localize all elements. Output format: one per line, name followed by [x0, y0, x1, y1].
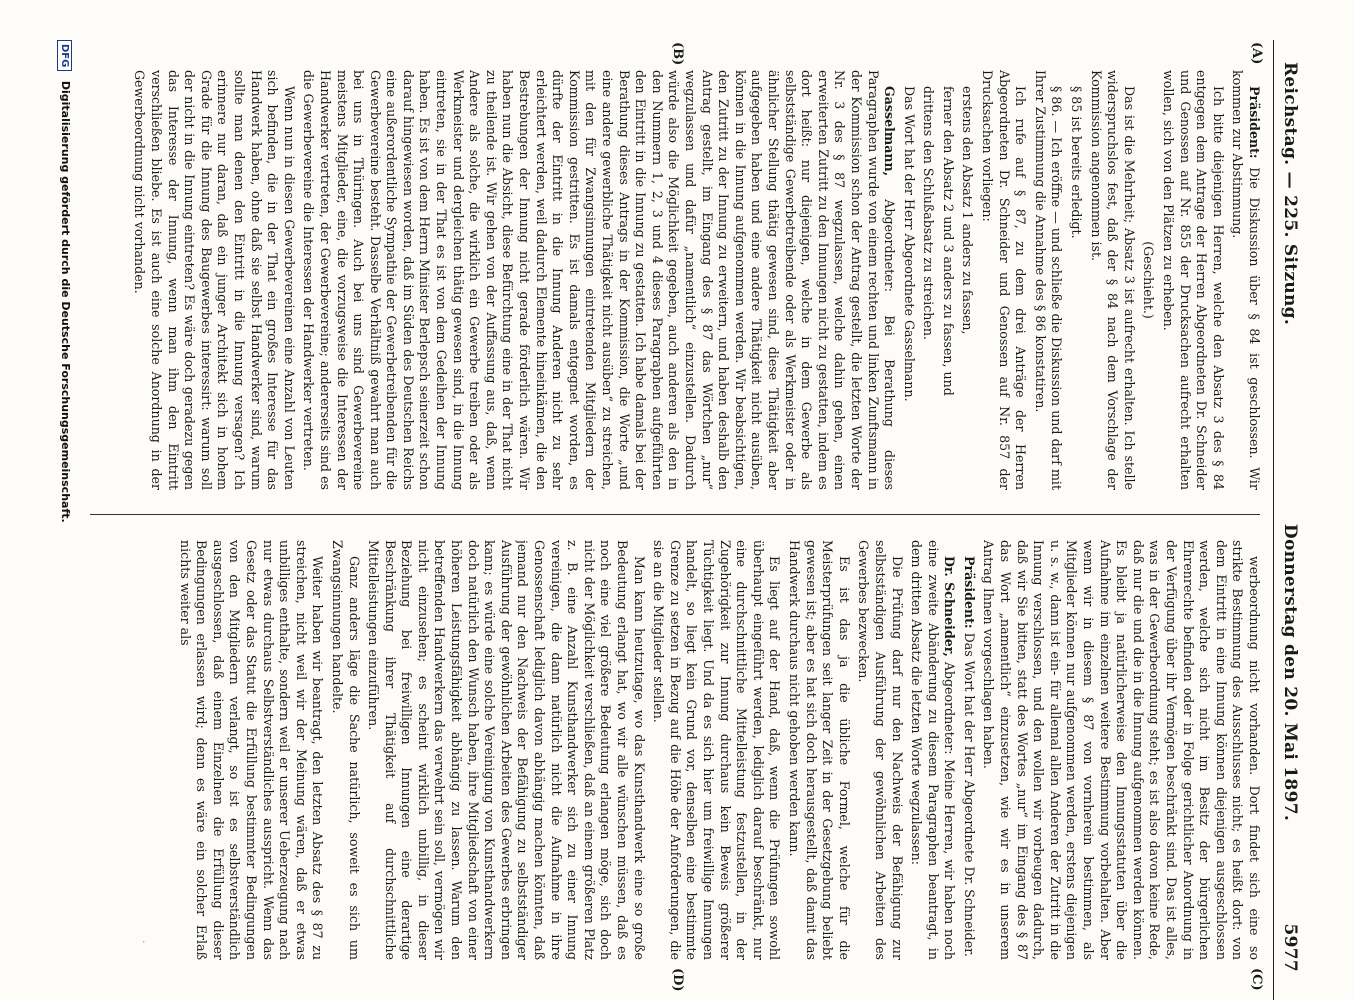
paragraph-text: Man kann heutzutage, wo das Kunsthandwerk eine so große Bedeutung erlangt hat, wo wir alle wünschen müssen, daß es noch eine viel größere Bedeutung erlangen möge, sich doch nicht der Möglichkeit verschließen, daß an einem größeren Platz z. B. eine Anzahl Kunsthandwerker sich zu einer Innung vereinigen, die dann natürlich nicht die Aufnahme in ihre Genossenschaft lediglich davon abhängig machen könnten, daß jemand nur den Nachweis der Befähigung zu selbstständiger Ausführung der gewöhnlichen Arbeiten des Gewerbes erbringen kann; es würde eine solche Vereinigung von Kunsthandwerkern doch natürlich den Wunsch haben, ihre Mitgliedschaft von einer höheren Leistungsfähigkeit abhängig zu lassen. Warum den betreffenden Handwerkern das verwehrt sein soll, vermögen wir nicht einzusehen; es scheint wirklich unbillig, in dieser Beziehung bei freiwilligen Innungen eine derartige Beschränkung ihrer Thätigkeit auf durchschnittliche Mittelleistungen einzuführen.	[366, 540, 647, 960]
running-header	[1273, 40, 1300, 1000]
paragraph	[1159, 70, 1225, 490]
dfg-logo: DFG	[57, 40, 72, 71]
paragraph-text: Ich bitte diejenigen Herren, welche den Absatz 3 des § 84 entgegen dem Antrage der Herren Abgeordneten Dr. Schneider und Genossen auf Nr. 855 der Drucksachen aufrecht erhalten wollen, sich von den Plätzen zu erheben.	[1161, 70, 1226, 490]
paragraph-text: drittens den Schlußabsatz zu streichen.	[921, 86, 937, 340]
paragraph-text: erstens den Absatz 1 anders zu fassen,	[960, 86, 976, 335]
paragraph-text: Die Diskussion über § 84 ist geschlossen. Wir kommen zur Abstimmung.	[1230, 70, 1262, 490]
paragraph	[1087, 70, 1137, 490]
paragraph-text: Es liegt auf der Hand, daß, wenn die Prüfungen sowohl überhaupt eingeführt werden, lediglich darauf beschränkt, nur eine durchschnittliche Mittelleistung festzustellen, in der Zugehörigkeit zur Innung durchaus kein Beweis größerer Tüchtigkeit liegt. Und da es sich hier um freiwillige Innungen handelt, so liegt kein Grund vor, denselben eine bestimmte Grenze zu setzen in Bezug auf die Höhe der Anforderungen, die sie an die Mitglieder stellen.	[651, 540, 783, 960]
pencil-mark: ·	[137, 940, 150, 944]
paragraph-text: Ganz anders läge die Sache natürlich, soweit es sich um Zwangsinnungen handelte.	[329, 540, 362, 960]
margin-marker-d: (D)	[670, 968, 685, 992]
paragraph-text: Weiter haben wir beantragt, den letzten Absatz des § 87 zu streichen, nicht weil wir der Meinung wären, daß er etwas unbilliges enthalte, sondern weil er unserer Ueberzeugung nach nur etwas durchaus Selbstverständliches ausspricht. Wenn das Gesetz oder das Statut die Erfüllung bestimmter Bedingungen von den Mitgliedern verlangt, so ist es selbstverständlich ausgeschlossen, daß einem Einzelnen die Erfüllung dieser Bedingungen erlassen wird; denn es wäre ein solcher Erlaß nichts weiter als	[177, 540, 326, 960]
paragraph	[855, 540, 905, 960]
paragraph	[365, 540, 647, 960]
paragraph	[328, 540, 361, 960]
margin-marker-b: (B)	[670, 42, 685, 66]
paragraph	[908, 540, 958, 960]
paragraph	[1140, 70, 1157, 490]
speaker-name: Gasselmann,	[882, 86, 898, 177]
paragraph	[300, 70, 897, 490]
paragraph-text: Es ist das ja die übliche Formel, welche für die Meisterprüfungen seit langer Zeit in der Gesetzgebung beliebt gewesen ist; aber es hat sich doch herausgestellt, daß damit das Handwerk durchaus nicht gehoben werden kann.	[786, 540, 852, 960]
header-date: Donnerstag den 20. Mai 1897.	[1280, 523, 1300, 822]
paragraph	[1031, 70, 1064, 490]
speaker-name: Präsident:	[1247, 86, 1262, 159]
paragraph-text: Das Wort hat der Herr Abgeordnete Dr. Schneider.	[961, 632, 977, 957]
paragraph-text: ferner den Absatz 2 und 3 anders zu fassen, und	[940, 86, 956, 396]
left-column	[87, 70, 1262, 490]
paragraph	[900, 70, 917, 490]
speaker-name: Präsident:	[961, 556, 977, 629]
paragraph-text: Das Wort hat der Herr Abgeordnete Gasselmann.	[901, 86, 917, 402]
paragraph-text: § 86. — Ich eröffne — und schließe die Diskussion und darf mit Ihrer Zustimmung die Annahme des § 86 konstatiren.	[1032, 70, 1065, 490]
paragraph	[650, 540, 783, 960]
paragraph	[1229, 70, 1262, 490]
paragraph-text: § 85 ist bereits erledigt.	[1069, 86, 1085, 239]
paragraph-text: Die Prüfung darf nur den Nachweis der Befähigung zur selbstständigen Ausführung der gewöhnlichen Arbeiten des Gewerbes bezwecken.	[856, 540, 905, 960]
paragraph-text: Das ist die Mehrheit; Absatz 3 ist aufrecht erhalten. Ich stelle widerspruchslos fest, daß der § 84 nach dem Vorschlage der Kommission angenommen ist.	[1088, 70, 1137, 490]
margin-marker-c: (C)	[1249, 968, 1264, 991]
rotated-sheet	[40, 40, 1300, 1000]
right-column	[87, 540, 1262, 960]
paragraph-text: Abgeordneter: Bei Berathung dieses Paragraphen wurde von einem rechten und linken Zunftsmann in der Kommission schon der Antrag gestellt, die letzten Worte der Nr. 3 des § 87 wegzulassen, welche dahin gehen, einen erweiterten Zutritt zu den Innungen nicht zu gestatten, indem es dort heißt: nur diejenigen, welche in dem Gewerbe als selbstständige Gewerbetreibende oder als Werkmeister oder in ähnlicher Stellung thätig gewesen sind, diese Thätigkeit aber aufgegeben haben und eine andere Thätigkeit nicht ausüben, können in die Innung aufgenommen werden. Wir beabsichtigen, den Zutritt zu der Innung zu erweitern, und haben deshalb den Antrag gestellt, im Eingang des § 87 das Wörtchen „nur“ wegzulassen und dafür „namentlich“ einzustellen. Dadurch würde also die Möglichkeit gegeben, auch anderen als den in den Nummern 1, 2, 3 und 4 dieses Paragraphen aufgeführten den Eintritt in die Innung zu gestatten. Ich habe damals bei der Berathung dieses Antrags in der Kommission, die Worte „und eine andere gewerbliche Thätigkeit nicht ausüben“ zu streichen, mit den für Zwangsinnungen eintretenden Mitgliedern der Kommission gestritten. Es ist damals entgegnet worden, es dürfte der Eintritt in die Innung Anderen nicht zu sehr erleichtert werden, weil dadurch Elemente hineinkämen, die den Bestrebungen der Innung nicht gerade förderlich wären. Wir haben nun die Absicht, diese Befürchtung eine in der That nicht zu theilende ist. Wir gehen von der Auffassung aus, daß, wenn Andere als solche, die wirklich ein Gewerbe treiben oder als Werkmeister und dergleichen thätig gewesen sind, in die Innung eintreten, sie in der That es ist von dem Gedeihen der Innung haben. Es ist von dem Herrn Minister Berlepsch seinerzeit schon darauf hingewiesen worden, daß im Süden des Deutschen Reichs eine außerordentliche Sympathie der Gewerbetreibenden für die Gewerbevereine besteht. Dasselbe Verhältniß gewahrt man auch bei uns in Thüringen. Auch bei uns sind Gewerbevereine meistens Mitglieder, eine, die vorzugsweise die Interessen der Handwerker vertreten, der Gewerbevereine; andererseits sind es die Gewerbevereine die Interessen der Handwerker vertreten.	[301, 70, 898, 490]
column-divider	[90, 514, 1260, 515]
speaker-name: Dr. Schneider,	[942, 556, 958, 657]
paragraph	[960, 540, 977, 960]
paragraph-text: Wenn nun in diesen Gewerbevereinen eine Anzahl von Leuten sich befinden, die in der That ein großes Interesse für das Handwerk haben, ohne daß sie selbst Handwerker sind, warum sollte man denen den Eintritt in die Innung versagen? Ich erinnere nur daran, daß ein junger Architekt sich in hohem Grade für die Innung des Baugewerbes interessirt: warum soll der nicht in die Innung eintreten? Es wäre doch geradezu gegen das Interesse der Innung, wenn man ihm den Eintritt verschließen bliebe. Es ist auch eine solche Anordnung in der Gewerbeordnung nicht vorhanden.	[132, 70, 297, 490]
credit-text: Digitalisierung gefördert durch die Deutsche Forschungsgemeinschaft.	[59, 80, 72, 523]
paragraph-text: (Geschieht.)	[1141, 241, 1157, 319]
paragraph	[959, 70, 976, 490]
paragraph-text: werbeordnung nicht vorhanden. Dort findet sich eine so strikte Bestimmung des Ausschlusses nicht; es heißt dort: von dem Eintritt in eine Innung können diejenigen ausgeschlossen werden, welche sich nicht im Besitz der bürgerlichen Ehrenrechte befinden oder in Folge gerichtlicher Anordnung in der Verfügung über ihr Vermögen beschränkt sind. Das ist alles, was in der Gewerbeordnung steht; es ist also davon keine Rede, daß nur die und die in die Innung aufgenommen werden können. Es bleibt ja natürlicherweise den Innungsstatuten über die Aufnahme im einzelnen weitere Bestimmung vorbehalten. Aber wenn wir in diesem § 87 von vornherein bestimmen, als Mitglieder können nur aufgenommen werden, erstens diejenigen u. s. w., dann ist ein- für allemal allen Anderen der Zutritt in die Innung verschlossen, und den wollen wir vorbeugen dadurch, daß wir Sie bitten, statt des Wortes „nur“ im Eingang des § 87 das Wort „namentlich“ einzusetzen, wie wir es in unserem Antrag Ihnen vorgeschlagen haben.	[981, 540, 1262, 960]
header-date-page	[1280, 524, 1300, 972]
paragraph	[131, 70, 297, 490]
page-number: 5977	[1280, 923, 1300, 972]
paragraph	[920, 70, 937, 490]
paragraph-text: Abgeordneter: Meine Herren, wir haben noch eine zweite Abänderung zu diesem Paragraphen beantragt, in dem dritten Absatz die letzten Worte wegzulassen:	[909, 540, 958, 960]
paragraph-text: Ich rufe auf § 87, zu dem drei Anträge der Herren Abgeordneten Dr. Schneider und Genossen auf Nr. 857 der Drucksachen vorliegen:	[980, 70, 1029, 490]
paragraph	[176, 540, 325, 960]
digitization-credit	[50, 40, 72, 1000]
paragraph	[939, 70, 956, 490]
margin-marker-a: (A)	[1249, 42, 1264, 65]
paragraph	[980, 540, 1262, 960]
paragraph	[785, 540, 851, 960]
paragraph	[979, 70, 1029, 490]
header-session: Reichstag. — 225. Sitzung.	[1280, 62, 1300, 326]
paragraph	[1067, 70, 1084, 490]
